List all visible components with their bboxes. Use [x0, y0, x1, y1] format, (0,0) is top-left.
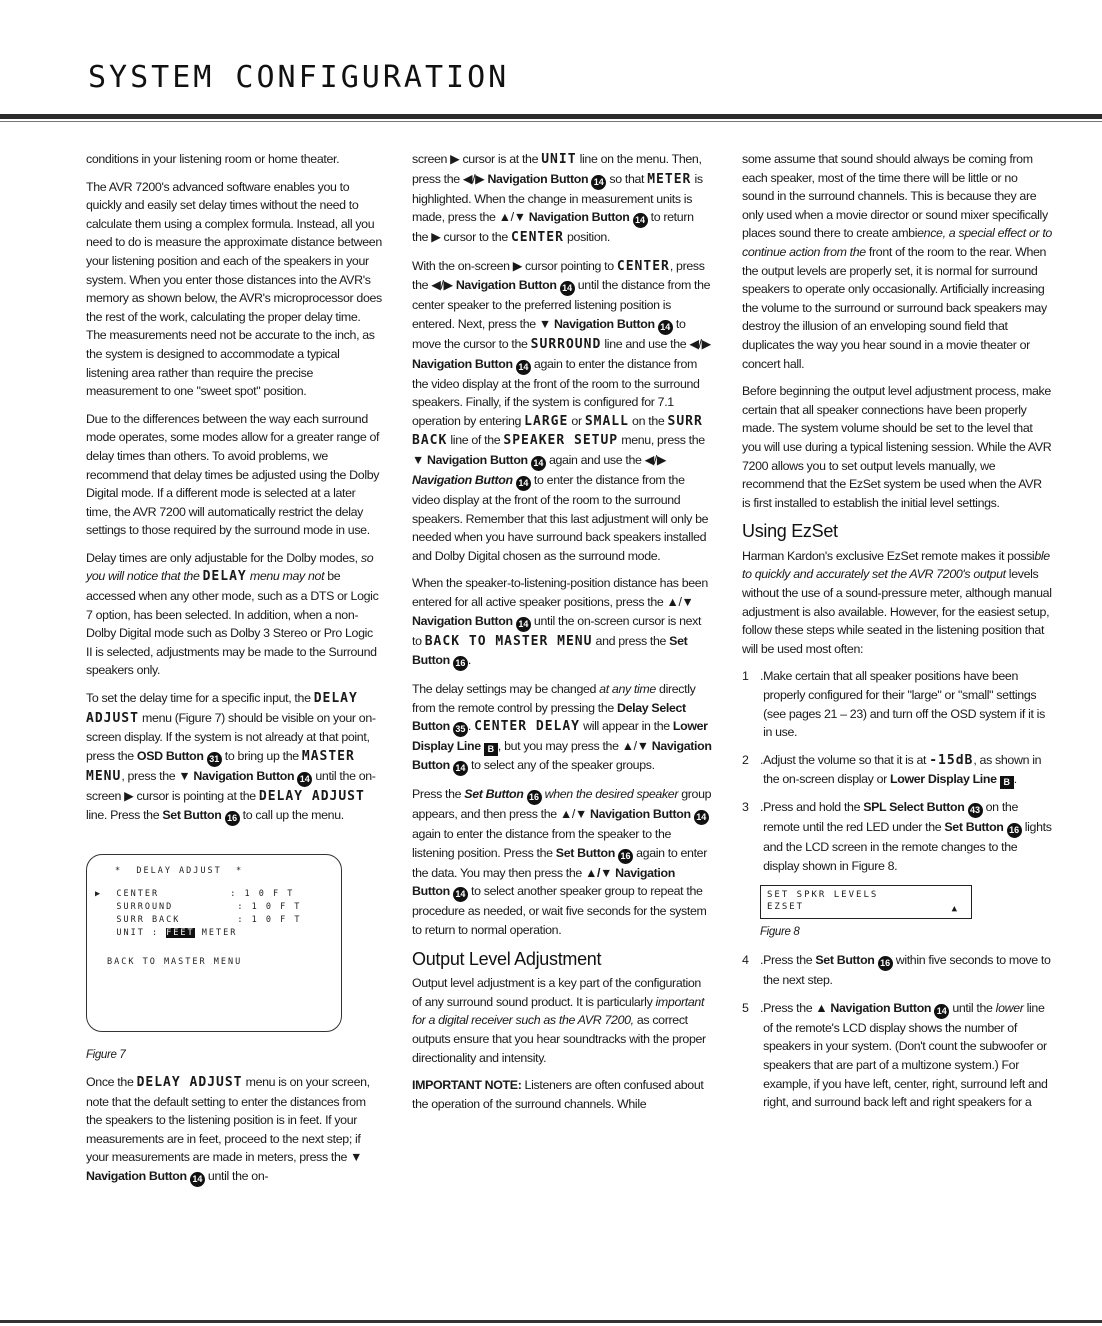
set-button-icon: 16: [225, 811, 240, 826]
lcd-line: SET SPKR LEVELS: [767, 889, 879, 900]
list-item: 4 . Press the Set Button 16 within five seconds to move to the next step.: [742, 953, 1051, 988]
osd-row: UNIT : FEET METER: [95, 928, 238, 939]
paragraph: IMPORTANT NOTE: Listeners are often confused about the operation of the surround channels. While: [412, 1078, 704, 1111]
set-button-icon: 16: [878, 956, 893, 971]
figure-caption: Figure 8: [760, 925, 800, 938]
paragraph: Once the DELAY ADJUST menu is on your screen, note that the default setting to enter the distances from the speakers to the listening position is in feet. If your measurements are in feet, proceed to the next step; if your measurements are made in meters, press the ▼ Navigation Button 14 until the on-: [86, 1073, 382, 1187]
navigation-button-icon: 14: [297, 772, 312, 787]
lower-display-icon: B: [484, 743, 498, 756]
osd-title: * DELAY ADJUST *: [115, 866, 244, 877]
paragraph: some assume that sound should always be coming from each speaker, most of the time there will be little or no sound in the surround channels. This is because they are only used when a movie director or sound mixer specifically places sound there to create ambience, a special effect or to continue action from the front of the room to the rear. When the output levels are properly set, it is normal for surround speakers to operate only occasionally. Artificially increasing the volume to the surround or surround back speakers may destroy the illusion of an enveloping sound field that duplicates the way you hear sound in a movie theater or concert hall.: [742, 152, 1052, 371]
navigation-button-icon: 14: [591, 175, 606, 190]
navigation-button-icon: 14: [658, 320, 673, 335]
footer-rule: [0, 1320, 1102, 1323]
paragraph: The AVR 7200's advanced software enables you to quickly and easily set delay times without the need to calculate them using a complex formula. Instead, all you need to do is measure the approximate distance between your listening position and each of the speakers in your system. When you enter those distances into the AVR's memory as shown below, the AVR's microprocessor does the rest of the work, calculating the proper delay time. The measurements need not be accurate to the inch, as the system is designed to accommodate a typical listening area rather than require the precise measurement to one "sweet spot" position.: [86, 179, 382, 399]
column-middle: [412, 150, 712, 1122]
navigation-button-icon: 14: [531, 456, 546, 471]
set-button-icon: 16: [527, 790, 542, 805]
lower-display-icon: B: [1000, 776, 1014, 789]
page-title: SYSTEM CONFIGURATION: [88, 60, 510, 95]
paragraph: screen ▶ cursor is at the UNIT line on the menu. Then, press the ◀/▶ Navigation Button 14 so that METER is highlighted. When the change in measurement units is made, press the ▲/▼ Navigation Button 14 to return the ▶ cursor to the CENTER position.: [412, 152, 703, 246]
navigation-button-icon: 14: [190, 1172, 205, 1187]
list-item: 5 . Press the ▲ Navigation Button 14 until the lower line of the remote's LCD display shows the number of speakers in your system. (Don't count the subwoofer or speakers that are part of a multizone system.) For example, if you have left, center, right, surround left and right, and surround back left and right speakers for a: [742, 1000, 1048, 1110]
paragraph: Harman Kardon's exclusive EzSet remote makes it possible to quickly and accurately set the AVR 7200's output levels without the use of a sound-pressure meter, although manual adjustment is also available. However, for the easiest setup, follow these steps while seated in the listening position that will be used most often:: [742, 548, 1052, 656]
paragraph: Due to the differences between the way each surround mode operates, some modes allow for a greater range of delay times than others. To avoid problems, we recommend that delay times be adjusted using the Dolby Digital mode. If a different mode is selected at a later time, the AVR 7200 will automatically restrict the delay settings to those required by the surround mode in use.: [86, 411, 380, 538]
section-heading: Using EzSet: [742, 521, 838, 542]
delay-select-button-icon: 35: [453, 722, 468, 737]
triangle-up-icon: ▲: [951, 903, 959, 914]
remote-lcd-figure: [760, 885, 972, 919]
paragraph: Before beginning the output level adjustment process, make certain that all speaker connections have been properly made. The system volume should be set to the level that you will use during a typical listening session. While the AVR 7200 allows you to set output levels manually, we recommend that the EzSet system be used when the AVR is first installed to establish the initial level settings.: [742, 384, 1052, 510]
header-rule-thin: [0, 121, 1102, 122]
list-item: 1 . Make certain that all speaker positions have been properly configured for their "large" or "small" settings (see pages 21 – 23) and turn off the OSD system if it is in use.: [742, 669, 1045, 740]
paragraph: conditions in your listening room or home theater.: [86, 152, 340, 166]
osd-row: SURROUND : 1 0 F T: [95, 902, 302, 913]
osd-row: ▶ CENTER : 1 0 F T: [95, 889, 295, 900]
header-rule: [0, 114, 1102, 119]
navigation-button-icon: 14: [560, 281, 575, 296]
section-heading: Output Level Adjustment: [412, 948, 602, 969]
column-left: [86, 150, 382, 1196]
paragraph: Press the Set Button 16 when the desired speaker group appears, and then press the ▲/▼ Navigation Button 14 again to enter the distance from the speaker to the listening position. Press the Set Button 16 again to enter the data. You may then press the ▲/▼ Navigation Button 14 to select another speaker group to repeat the procedure as needed, or wait five seconds for the system to return to normal operation.: [412, 787, 712, 938]
paragraph: When the speaker-to-listening-position distance has been entered for all active speaker positions, press the ▲/▼ Navigation Button 14 until the on-screen cursor is next to BACK TO MASTER MENU and press the Set Button 16 .: [412, 574, 712, 671]
osd-button-icon: 31: [207, 752, 222, 767]
paragraph: Delay times are only adjustable for the Dolby modes, so you will notice that the DELAY menu may not be accessed when any other mode, such as a DTS or Logic 7 option, has been selected. In addition, when a non-Dolby Digital mode such as Dolby 3 Stereo or Pro Logic II is selected, adjustments may be made to the Surround speakers only.: [86, 550, 379, 678]
paragraph: Output level adjustment is a key part of the configuration of any surround sound product. It is particularly important for a digital receiver such as the AVR 7200, as correct outputs ensure that you hear soundtracks with the proper directionality and intensity.: [412, 976, 706, 1065]
navigation-button-icon: 14: [516, 476, 531, 491]
set-button-icon: 16: [618, 849, 633, 864]
delay-adjust-osd-figure: [86, 854, 342, 1032]
set-button-icon: 16: [1007, 823, 1022, 838]
navigation-button-icon: 14: [453, 887, 468, 902]
navigation-button-icon: 14: [516, 617, 531, 632]
navigation-button-icon: 14: [694, 810, 709, 825]
navigation-button-icon: 14: [516, 360, 531, 375]
paragraph: To set the delay time for a specific input, the DELAY ADJUST menu (Figure 7) should be visible on your on-screen display. If the system is not already at that point, press the OSD Button 31 to bring up the MASTER MENU, press the ▼ Navigation Button 14 until the on-screen ▶ cursor is pointing at the DELAY ADJUST line. Press the Set Button 16 to call up the menu.: [86, 689, 382, 826]
osd-highlight: FEET: [166, 928, 195, 939]
list-item: 3 . Press and hold the SPL Select Button 43 on the remote until the red LED under the Set Button 16 lights and the LCD screen in the remote changes to the display shown in Figure 8.: [742, 800, 1052, 873]
paragraph: With the on-screen ▶ cursor pointing to CENTER, press the ◀/▶ Navigation Button 14 until the distance from the center speaker to the preferred listening position is entered. Next, press the ▼ Navigation Button 14 to move the cursor to the SURROUND line and use the ◀/▶ Navigation Button 14 again to enter the distance from the video display at the front of the room to the surround speakers. Finally, if the system is configured for 7.1 operation by entering LARGE or SMALL on the SURR BACK line of the SPEAKER SETUP menu, press the ▼ Navigation Button 14 again and use the ◀/▶ Navigation Button 14 to enter the distance from the video display at the front of the room to the surround speakers. Remember that this last adjustment will only be needed when you have surround back speakers installed and Dolby Digital chosen as the surround mode.: [412, 258, 711, 563]
osd-row: BACK TO MASTER MENU: [107, 957, 243, 968]
set-button-icon: 16: [453, 656, 468, 671]
lcd-line: EZSET: [767, 901, 805, 912]
list-item: 2 . Adjust the volume so that it is at -15dB, as shown in the on-screen display or Lower Display Line B .: [742, 752, 1042, 788]
navigation-button-icon: 14: [934, 1004, 949, 1019]
osd-row: SURR BACK : 1 0 F T: [95, 915, 302, 926]
navigation-button-icon: 14: [633, 213, 648, 228]
paragraph: The delay settings may be changed at any time directly from the remote control by pressing the Delay Select Button 35 . CENTER DELAY will appear in the Lower Display Line B , but you may press the ▲/▼ Navigation Button 14 to select any of the speaker groups.: [412, 680, 712, 776]
figure-caption: Figure 7: [86, 1049, 126, 1062]
spl-select-button-icon: 43: [968, 803, 983, 818]
navigation-button-icon: 14: [453, 761, 468, 776]
column-right: [742, 150, 1052, 1121]
